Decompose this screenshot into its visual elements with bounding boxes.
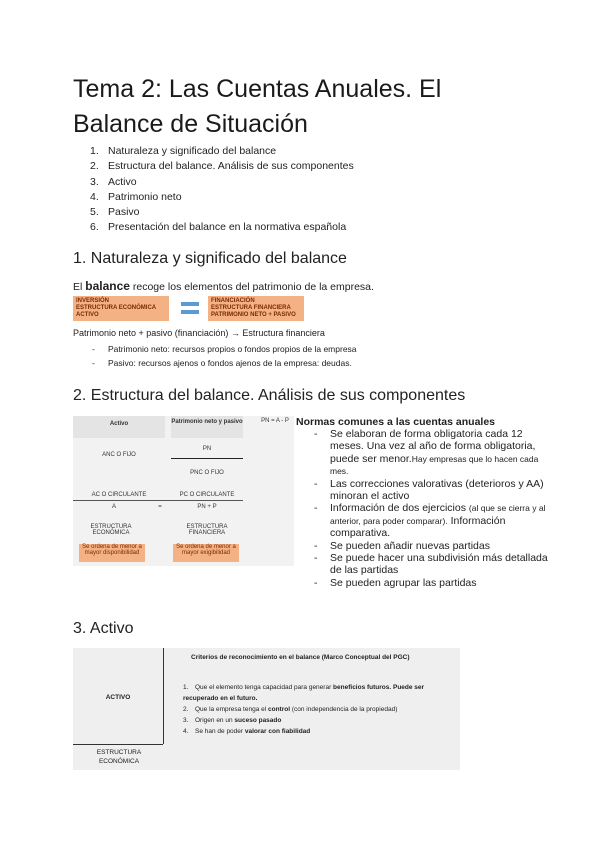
estructura-economica-label: ESTRUCTURA ECONÓMICA xyxy=(96,749,142,765)
list-item: - Información de dos ejercicios (al que se cierra y al anterior, para poder comparar). Información comparativa. xyxy=(314,502,554,539)
financiacion-box: FINANCIACIÓN ESTRUCTURA FINANCIERA PATRIMONIO NETO + PASIVO xyxy=(208,296,304,321)
toc-item: 3. Activo xyxy=(90,175,137,188)
orden-activo: Se ordena de menor a mayor disponibilidad xyxy=(79,544,145,562)
separator-line xyxy=(171,458,243,459)
table-of-contents xyxy=(90,144,354,236)
list-item: 1. Que el elemento tenga capacidad para generar beneficios futuros. Puede ser recuperado en el futuro. xyxy=(183,684,425,702)
inversion-box: INVERSIÓN ESTRUCTURA ECONÓMICA ACTIVO xyxy=(73,296,169,321)
normas-list xyxy=(314,428,554,589)
toc-item: 2. Estructura del balance. Análisis de sus componentes xyxy=(90,160,354,173)
list-item: 3. Origen en un suceso pasado xyxy=(183,717,282,724)
ac-label: AC O CIRCULANTE xyxy=(91,492,147,498)
list-item: - Se elaboran de forma obligatoria cada 12 meses. Una vez al año de forma obligatoria, puede ser menor.Hay empresas que lo hacen cada mes. xyxy=(314,428,554,478)
divider xyxy=(163,648,164,744)
orden-pasivo: Se ordena de menor a mayor exigibilidad xyxy=(173,544,239,562)
section-heading-1: 1. Naturaleza y significado del balance xyxy=(73,250,347,267)
pn-label: PN xyxy=(202,446,212,452)
list-item: - Se puede hacer una subdivisión más detallada de las partidas xyxy=(314,552,554,577)
activo-table xyxy=(73,648,460,770)
equals-label: = xyxy=(158,504,162,510)
list-item: - Se pueden añadir nuevas partidas xyxy=(314,540,554,552)
separator-line xyxy=(73,500,243,501)
list-item: - Patrimonio neto: recursos propios o fondos propios de la empresa xyxy=(92,344,357,354)
formula-text: Patrimonio neto + pasivo (financiación) → Estructura financiera xyxy=(73,328,325,338)
pn-p-label: PN + P xyxy=(197,504,217,510)
header-pn-pasivo: Patrimonio neto y pasivo xyxy=(171,416,243,438)
header-activo: Activo xyxy=(73,416,165,438)
criterios-title: Criterios de reconocimiento en el balance (Marco Conceptual del PGC) xyxy=(191,654,410,661)
estructura-economica: ESTRUCTURA ECONÓMICA xyxy=(90,524,132,536)
balance-intro: El balance recoge los elementos del patrimonio de la empresa. xyxy=(73,279,374,293)
list-item: - Se pueden agrupar las partidas xyxy=(314,577,554,589)
anc-label: ANC O FIJO xyxy=(102,452,136,458)
section-heading-3: 3. Activo xyxy=(73,620,134,637)
toc-item: 4. Patrimonio neto xyxy=(90,190,182,203)
toc-item: 1. Naturaleza y significado del balance xyxy=(90,145,277,157)
list-item: 4. Se han de poder valorar con fiabilidad xyxy=(183,728,311,735)
list-item: - Las correcciones valorativas (deterioros y AA) minoran el activo xyxy=(314,478,554,503)
criterios-list xyxy=(183,682,455,737)
pn-equation: PN = A - P xyxy=(261,418,289,424)
list-item: 2. Que la empresa tenga el control (con independencia de la propiedad) xyxy=(183,706,398,713)
equals-sign-bottom xyxy=(181,310,199,314)
list-item: - Pasivo: recursos ajenos o fondos ajenos de la empresa: deudas. xyxy=(92,358,352,368)
divider xyxy=(73,744,163,745)
activo-label: ACTIVO xyxy=(105,694,131,701)
pnc-label: PNC O FIJO xyxy=(190,470,224,476)
a-label: A xyxy=(111,504,116,510)
toc-item: 5. Pasivo xyxy=(90,206,140,219)
toc-item: 6. Presentación del balance en la normativa española xyxy=(90,221,347,234)
page-title: Tema 2: Las Cuentas Anuales. El Balance de Situación xyxy=(73,75,442,138)
balance-structure-table xyxy=(73,416,294,566)
bullet-list xyxy=(92,342,357,370)
estructura-financiera: ESTRUCTURA FINANCIERA xyxy=(186,524,228,536)
equals-sign-top xyxy=(181,302,199,306)
normas-title: Normas comunes a las cuentas anuales xyxy=(296,416,496,428)
pc-label: PC O CIRCULANTE xyxy=(179,492,235,498)
section-heading-2: 2. Estructura del balance. Análisis de sus componentes xyxy=(73,387,466,404)
